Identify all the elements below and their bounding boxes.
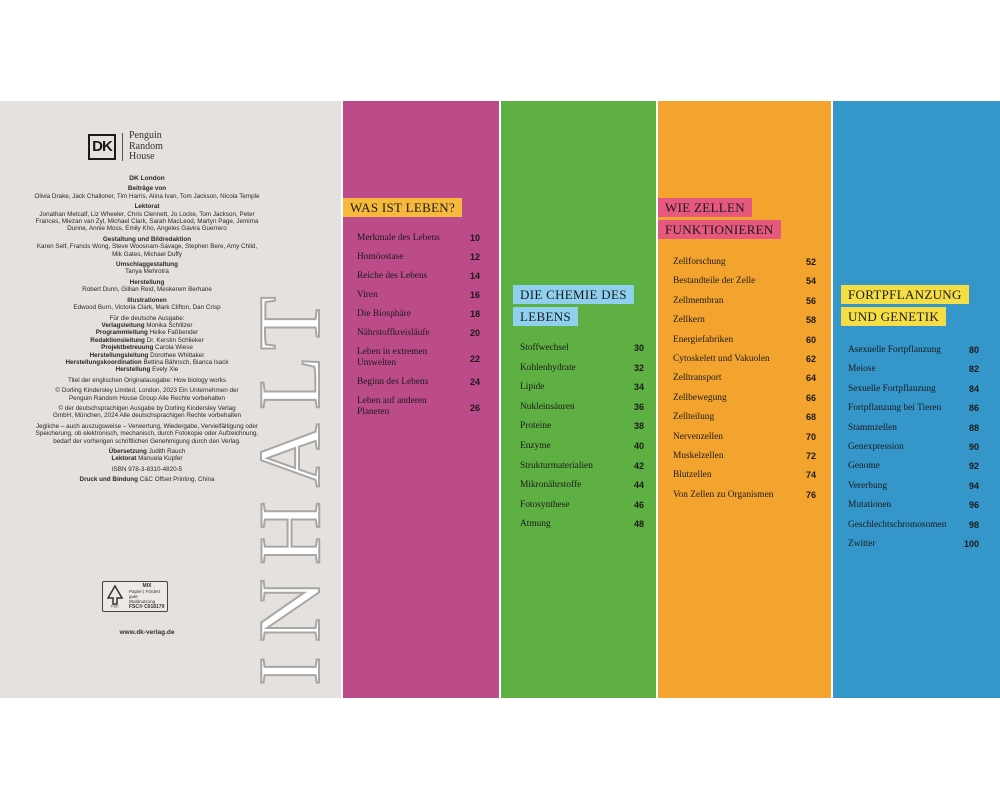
isbn: ISBN 978-3-8310-4820-5 <box>111 465 183 473</box>
toc-entry[interactable] <box>673 373 816 384</box>
entry-title: Zellmembran <box>673 295 724 306</box>
print-credit <box>32 476 262 483</box>
chapter-column-chemie <box>501 101 656 698</box>
toc-entry[interactable] <box>673 315 816 326</box>
toc-entry[interactable] <box>520 441 644 452</box>
entry-title: Meiose <box>848 364 876 375</box>
toc-entry[interactable] <box>357 290 480 301</box>
entry-page: 40 <box>633 440 644 451</box>
toc-entry[interactable] <box>848 384 979 395</box>
entry-title: Muskelzellen <box>673 450 724 461</box>
role-name: Dr. Kerstin Schlieker <box>146 336 204 344</box>
imprint-heading: DK London <box>129 175 165 182</box>
german-edition-credits <box>32 315 262 374</box>
credit-block <box>32 297 262 312</box>
role-name: Dorothee Whittaker <box>150 351 205 359</box>
toc-entry[interactable] <box>357 377 480 388</box>
role-name: Bettina Bähnsch, Bianca Isack <box>143 358 229 366</box>
entry-title: Sexuelle Fortpflanzung <box>848 383 936 394</box>
entry-title: Genexpression <box>848 441 904 452</box>
legal-notice: Jegliche – auch auszugsweise – Verwertung, Wiedergabe, Vervielfältigung oder Speicherung, ob elektronisch, mechanisch, durch Fotokopie oder Aufzeichnung, bedarf der vorherigen schriftlichen Genehmigung durch den Verlag. <box>35 422 259 445</box>
chapter-title-line: LEBENS <box>520 309 571 324</box>
toc-entry[interactable] <box>848 539 979 550</box>
german-role-line <box>32 366 262 373</box>
chapter-banner <box>658 220 781 239</box>
role-label: Herstellungskoordination <box>65 358 142 366</box>
inhalt-text: INHALT <box>242 282 339 686</box>
entry-page: 62 <box>805 353 816 364</box>
translation-line <box>32 448 262 455</box>
toc-entry[interactable] <box>848 500 979 511</box>
entry-title: Reiche des Lebens <box>357 271 428 281</box>
entry-title: Zellteilung <box>673 412 715 423</box>
entry-title: Vererbung <box>848 480 888 491</box>
entry-page: 32 <box>633 362 644 373</box>
copyright-uk: © Dorling Kindersley Limited, London, 2023 Ein Unternehmen der Penguin Random House Group Alle Rechte vorbehalten <box>55 387 239 402</box>
role-name: Judith Rauch <box>148 448 186 455</box>
imprint-credits <box>32 175 262 484</box>
toc-entry[interactable] <box>848 423 979 434</box>
role-label: Herstellung <box>115 366 151 374</box>
entry-title: Von Zellen zu Organismen <box>673 489 774 500</box>
entry-page: 24 <box>469 377 480 387</box>
toc-entry[interactable] <box>357 309 480 320</box>
role-label: Verlagsleitung <box>101 321 145 329</box>
chapter-title-line: UND GENETIK <box>848 309 940 324</box>
chapter-banner <box>841 307 946 326</box>
entry-title: Enzyme <box>520 440 551 451</box>
entry-page: 16 <box>469 290 480 300</box>
credit-names: Edwood Burn, Victoria Clark, Mark Clifton, Dan Crisp <box>73 304 221 312</box>
toc-entry[interactable] <box>357 347 480 369</box>
entry-title: Atmung <box>520 519 551 530</box>
book-spread <box>0 101 1000 698</box>
entry-title: Mutationen <box>848 500 892 511</box>
entry-title: Zellbewegung <box>673 392 727 403</box>
entry-page: 10 <box>469 233 480 243</box>
chapter-entries <box>848 345 979 550</box>
entry-page: 18 <box>469 309 480 319</box>
entry-title: Bestandteile der Zelle <box>673 276 756 287</box>
credit-label: Lektorat <box>134 203 160 211</box>
toc-entry[interactable] <box>520 500 644 511</box>
entry-title: Die Biosphäre <box>357 309 411 319</box>
german-role-line <box>32 322 262 329</box>
fsc-line: gute Waldnutzung <box>129 594 156 604</box>
entry-title: Kohlenhydrate <box>520 362 576 373</box>
role-label: Lektorat <box>111 455 137 463</box>
chapter-entries <box>520 343 644 530</box>
translation-credits <box>32 448 262 463</box>
dk-logo: DK <box>88 134 116 160</box>
german-role-line <box>32 337 262 344</box>
entry-page: 74 <box>805 470 816 481</box>
german-role-line <box>32 329 262 336</box>
chapter-banner <box>513 307 578 326</box>
entry-title: Geschlechtschromosomen <box>848 519 947 530</box>
entry-page: 48 <box>633 519 644 530</box>
entry-title: Mikronährstoffe <box>520 480 582 491</box>
chapter-title-line: FUNKTIONIEREN <box>665 222 774 237</box>
entry-title: Asexuelle Fortpflanzung <box>848 345 941 355</box>
logo-line: Penguin <box>129 130 162 141</box>
entry-page: 90 <box>968 441 979 452</box>
entry-page: 42 <box>633 460 644 471</box>
entry-page: 84 <box>968 383 979 394</box>
fsc-code: FSC® C018179 <box>129 604 165 610</box>
entry-title: Lipide <box>520 382 545 393</box>
entry-title: Strukturmaterialien <box>520 460 593 471</box>
entry-page: 68 <box>805 412 816 423</box>
toc-entry[interactable] <box>673 354 816 365</box>
chapter-column-was-ist-leben <box>343 101 499 698</box>
entry-page: 22 <box>469 354 480 364</box>
entry-title: Leben in extremen Umwelten <box>357 347 428 368</box>
entry-page: 14 <box>469 271 480 281</box>
toc-entry[interactable] <box>520 382 644 393</box>
entry-title: Stoffwechsel <box>520 343 569 353</box>
chapter-title-line: DIE CHEMIE DES <box>520 287 627 302</box>
german-role-line <box>32 344 262 351</box>
toc-entry[interactable] <box>673 490 816 501</box>
fsc-tree-icon <box>105 584 125 610</box>
toc-entry[interactable] <box>357 252 480 263</box>
penguin-random-house-logo <box>129 131 163 163</box>
entry-page: 34 <box>633 382 644 393</box>
role-label: Projektbetreuung <box>101 344 154 352</box>
toc-entry[interactable] <box>673 432 816 443</box>
chapter-title-line: WAS IST LEBEN? <box>350 200 456 215</box>
entry-title: Blutzellen <box>673 470 712 481</box>
role-label: Übersetzung <box>108 448 147 455</box>
entry-page: 82 <box>968 364 979 375</box>
toc-entry[interactable] <box>357 233 480 244</box>
entry-title: Zwitter <box>848 538 876 549</box>
fsc-text <box>129 583 165 610</box>
toc-entry[interactable] <box>848 520 979 531</box>
imprint-page <box>0 101 341 698</box>
entry-page: 46 <box>633 499 644 510</box>
entry-title: Homöostase <box>357 252 404 262</box>
fsc-mix: MIX <box>142 583 152 589</box>
logo-line: House <box>129 151 155 162</box>
toc-entry[interactable] <box>673 257 816 268</box>
toc-entry[interactable] <box>520 402 644 413</box>
role-name: Evely Xie <box>152 366 179 374</box>
entry-title: Merkmale des Lebens <box>357 233 440 243</box>
chapter-column-fortpflanzung <box>833 101 1000 698</box>
credit-block <box>32 203 262 233</box>
entry-page: 38 <box>633 421 644 432</box>
entry-page: 98 <box>968 519 979 530</box>
entry-page: 44 <box>633 480 644 491</box>
toc-entry[interactable] <box>673 451 816 462</box>
chapter-banner <box>658 198 752 217</box>
credit-block <box>32 261 262 276</box>
entry-title: Fortpflanzung bei Tieren <box>848 403 942 414</box>
publisher-url: www.dk-verlag.de <box>119 629 175 636</box>
entry-title: Stammzellen <box>848 422 897 433</box>
original-title: Titel der englischen Originalausgabe: How biology works <box>68 376 226 384</box>
entry-page: 66 <box>805 392 816 403</box>
toc-entry[interactable] <box>673 296 816 307</box>
fsc-brand: FSC <box>111 603 119 608</box>
toc-entry[interactable] <box>848 481 979 492</box>
entry-title: Fotosynthese <box>520 499 570 510</box>
inhalt-title <box>242 282 339 686</box>
logo-line: Random <box>129 140 163 152</box>
german-intro: Für die deutsche Ausgabe: <box>109 314 185 322</box>
chapter-entries <box>673 257 816 501</box>
entry-page: 26 <box>469 403 480 413</box>
entry-title: Nervenzellen <box>673 431 723 442</box>
entry-page: 60 <box>805 334 816 345</box>
entry-page: 64 <box>805 373 816 384</box>
entry-title: Cytoskelett und Vakuolen <box>673 353 770 364</box>
entry-title: Proteine <box>520 421 552 432</box>
fsc-label <box>102 581 168 612</box>
toc-entry[interactable] <box>520 461 644 472</box>
entry-page: 30 <box>633 343 644 353</box>
copyright-de: © der deutschsprachigen Ausgabe by Dorling Kindersley Verlag GmbH, München, 2024 Alle deutschsprachigen Rechte vorbehalten <box>53 404 241 420</box>
entry-title: Genome <box>848 461 880 472</box>
credit-names: Karen Self, Francis Wong, Steve Woosnam-Savage, Stephen Bere, Amy Child, Mik Gates, Michael Duffy <box>36 243 258 258</box>
role-name: Heike Faßbender <box>149 329 199 337</box>
credit-names: Jonathan Metcalf, Liz Wheeler, Chris Clennett, Jo Locke, Tom Jackson, Peter Frances, Miezan van Zyl, Michael Clark, Sarah MacLeod, Martyn Page, Jemima Dunne, Annie Moss, Emily Kho, Angeles Gavira Guerrero <box>35 210 259 233</box>
credit-block <box>32 185 262 200</box>
entry-page: 12 <box>469 252 480 262</box>
logo-divider <box>122 133 123 161</box>
entry-page: 20 <box>469 328 480 338</box>
entry-title: Nukleinsäuren <box>520 401 575 412</box>
entry-page: 72 <box>805 450 816 461</box>
toc-entry[interactable] <box>357 271 480 282</box>
role-label: Herstellungsleitung <box>89 351 149 359</box>
entry-title: Viren <box>357 290 378 300</box>
entry-page: 86 <box>968 403 979 414</box>
role-name: Monika Schlitzer <box>146 321 193 329</box>
credit-names: Robert Dunn, Gillian Reid, Meskerem Berhane <box>82 286 212 294</box>
toc-entry[interactable] <box>673 276 816 287</box>
entry-page: 56 <box>805 295 816 306</box>
toc-entry[interactable] <box>357 396 480 418</box>
publisher-logo <box>88 131 163 163</box>
translation-line <box>32 455 262 462</box>
chapter-title-line: WIE ZELLEN <box>665 200 745 215</box>
entry-page: 36 <box>633 401 644 412</box>
toc-entry[interactable] <box>848 461 979 472</box>
german-role-line <box>32 359 262 366</box>
entry-page: 58 <box>805 315 816 326</box>
credit-label: Umschlaggestaltung <box>116 261 178 269</box>
toc-entry[interactable] <box>520 421 644 432</box>
entry-page: 94 <box>968 480 979 491</box>
entry-page: 96 <box>968 500 979 511</box>
entry-title: Zellforschung <box>673 257 726 267</box>
toc-entry[interactable] <box>673 470 816 481</box>
toc-entry[interactable] <box>848 345 979 356</box>
chapter-banner <box>841 285 969 304</box>
toc-entry[interactable] <box>673 335 816 346</box>
german-role-line <box>32 352 262 359</box>
credit-names: Tanya Mehrotra <box>125 268 169 276</box>
entry-page: 88 <box>968 422 979 433</box>
toc-entry[interactable] <box>673 412 816 423</box>
toc-entry[interactable] <box>520 519 644 530</box>
credit-label: Beiträge von <box>127 185 167 193</box>
entry-title: Zelltransport <box>673 373 722 384</box>
entry-page: 76 <box>805 489 816 500</box>
entry-title: Leben auf anderen Planeten <box>357 396 427 417</box>
role-label: Redaktionsleitung <box>90 336 145 344</box>
role-name: Manuela Kupfer <box>138 455 183 463</box>
role-label: Programmleitung <box>95 329 148 337</box>
entry-page: 92 <box>968 461 979 472</box>
chapter-entries <box>357 233 480 418</box>
toc-entry[interactable] <box>520 480 644 491</box>
toc-entry[interactable] <box>520 343 644 354</box>
toc-entry[interactable] <box>848 364 979 375</box>
toc-entry[interactable] <box>848 403 979 414</box>
role-label: Druck und Bindung <box>79 476 138 484</box>
entry-title: Nährstoffkreisläufe <box>357 328 430 338</box>
toc-entry[interactable] <box>357 328 480 339</box>
chapter-banner <box>513 285 634 304</box>
entry-page: 80 <box>968 345 979 355</box>
credit-label: Illustrationen <box>127 296 167 304</box>
toc-entry[interactable] <box>673 393 816 404</box>
entry-page: 70 <box>805 431 816 442</box>
fsc-line: Papier | Fördert <box>129 589 161 594</box>
credit-label: Herstellung <box>129 278 165 286</box>
chapter-title-line: FORTPFLANZUNG <box>848 287 962 302</box>
entry-page: 100 <box>963 538 979 549</box>
chapter-column-zellen <box>658 101 831 698</box>
entry-title: Beginn des Lebens <box>357 377 429 387</box>
entry-title: Zellkern <box>673 315 705 326</box>
credit-names: Olivia Drake, Jack Challoner, Tim Harris, Alina Ivan, Tom Jackson, Nicola Temple <box>34 192 260 200</box>
chapter-banner <box>343 198 462 217</box>
entry-page: 54 <box>805 276 816 287</box>
toc-entry[interactable] <box>520 363 644 374</box>
toc-entry[interactable] <box>848 442 979 453</box>
credit-label: Gestaltung und Bildredaktion <box>102 235 192 243</box>
credit-block <box>32 279 262 294</box>
role-name: C&C Offset Printing, China <box>139 476 215 484</box>
role-name: Carola Wiese <box>155 344 193 352</box>
credit-block <box>32 236 262 258</box>
entry-title: Energiefabriken <box>673 334 734 345</box>
entry-page: 52 <box>805 257 816 267</box>
